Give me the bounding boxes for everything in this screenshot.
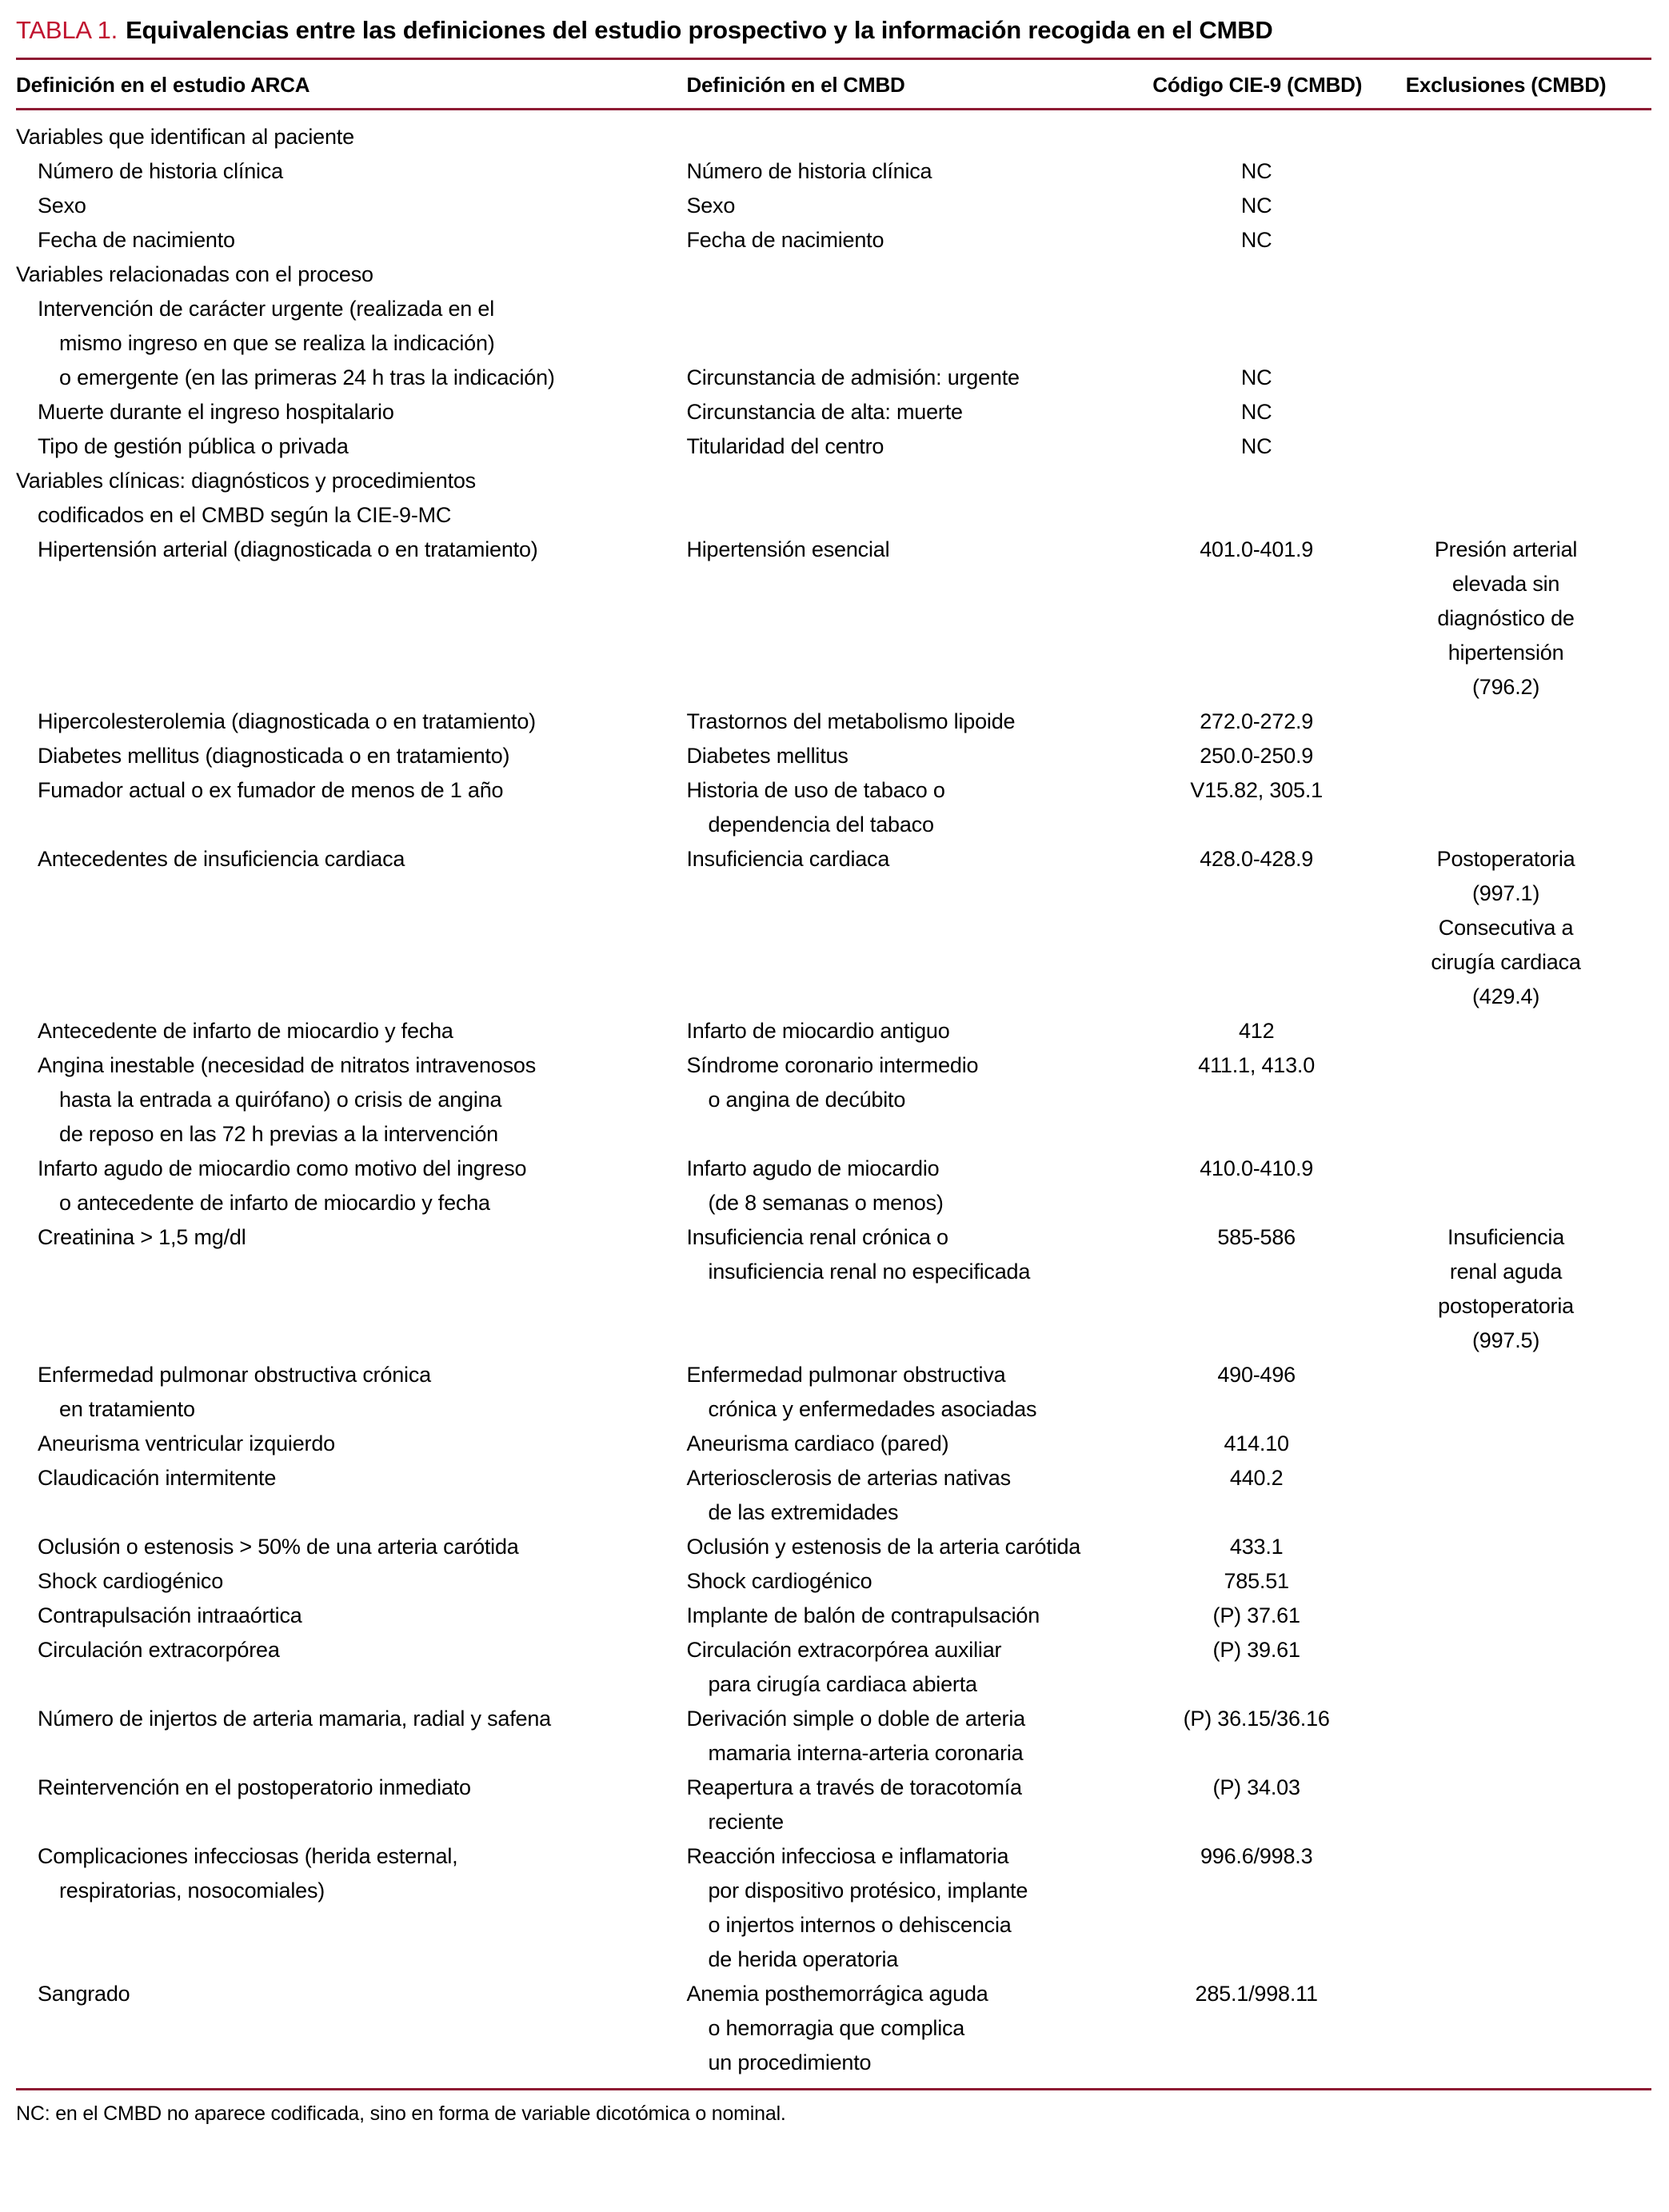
cmbd-definition-cell	[686, 1839, 1152, 1977]
arca-definition-cell	[16, 1599, 686, 1633]
cell-line: Insuficiencia	[1447, 1225, 1565, 1249]
arca-definition-cell	[16, 1702, 686, 1771]
cell-line: de las extremidades	[708, 1500, 899, 1524]
cell-line: Número de injertos de arteria mamaria, radial y safena	[38, 1707, 551, 1731]
cmbd-definition-cell	[686, 1702, 1152, 1771]
column-header-cmbd: Definición en el CMBD	[686, 60, 1152, 110]
exclusions-cell	[1365, 1564, 1651, 1599]
exclusions-cell	[1365, 705, 1651, 739]
cie9-code-value: 285.1/998.11	[1195, 1982, 1318, 2006]
cell-line: dependencia del tabaco	[708, 813, 934, 836]
cie9-code-cell	[1152, 1977, 1365, 2080]
cell-line: Enfermedad pulmonar obstructiva crónica	[38, 1363, 431, 1387]
arca-definition-cell	[16, 258, 686, 292]
table-row	[16, 1427, 1651, 1461]
cie9-code-cell	[1152, 842, 1365, 1014]
cmbd-definition-cell	[686, 842, 1152, 1014]
exclusions-cell	[1365, 1048, 1651, 1152]
exclusions-cell	[1365, 189, 1651, 223]
cell-line: respiratorias, nosocomiales)	[59, 1879, 325, 1903]
cie9-code-cell	[1152, 1048, 1365, 1152]
cell-line: en tratamiento	[59, 1397, 195, 1421]
cell-line: Intervención de carácter urgente (realizada en el	[38, 297, 495, 321]
arca-definition-cell	[16, 110, 686, 155]
cmbd-definition-cell	[686, 1461, 1152, 1530]
cell-line: renal aguda	[1449, 1260, 1563, 1284]
cie9-code-value: (P) 37.61	[1212, 1603, 1300, 1627]
cell-line: crónica y enfermedades asociadas	[708, 1397, 1037, 1421]
cie9-code-cell	[1152, 1427, 1365, 1461]
cie9-code-cell	[1152, 533, 1365, 705]
cell-line: Síndrome coronario intermedio	[686, 1053, 979, 1077]
exclusions-cell	[1365, 1358, 1651, 1427]
cell-line: Creatinina > 1,5 mg/dl	[38, 1225, 246, 1249]
cell-line: Aneurisma ventricular izquierdo	[38, 1431, 335, 1455]
cie9-code-value: 585-586	[1217, 1225, 1296, 1249]
exclusions-cell	[1365, 1427, 1651, 1461]
cell-line: Circulación extracorpórea	[38, 1638, 280, 1662]
cell-line: diagnóstico de	[1437, 606, 1575, 630]
cie9-code-cell	[1152, 1220, 1365, 1358]
cmbd-definition-cell	[686, 1633, 1152, 1702]
cie9-code-value: 414.10	[1224, 1431, 1289, 1455]
arca-definition-cell	[16, 773, 686, 842]
cell-line: codificados en el CMBD según la CIE-9-MC	[38, 503, 452, 527]
cell-line: (796.2)	[1471, 675, 1540, 699]
cmbd-definition-cell	[686, 1427, 1152, 1461]
table-row	[16, 1702, 1651, 1771]
table-row	[16, 223, 1651, 258]
cie9-code-cell	[1152, 1702, 1365, 1771]
cmbd-definition-cell	[686, 1358, 1152, 1427]
cell-line: (de 8 semanas o menos)	[708, 1191, 944, 1215]
exclusions-cell	[1365, 1599, 1651, 1633]
table-row	[16, 1461, 1651, 1530]
cell-line: Angina inestable (necesidad de nitratos intravenosos	[38, 1053, 537, 1077]
cie9-code-value: 433.1	[1229, 1535, 1284, 1559]
arca-definition-cell	[16, 223, 686, 258]
arca-definition-cell	[16, 1152, 686, 1220]
cie9-code-cell	[1152, 395, 1365, 429]
arca-definition-cell	[16, 1839, 686, 1977]
arca-definition-cell	[16, 1358, 686, 1427]
cie9-code-cell	[1152, 189, 1365, 223]
cie9-code-value: (P) 39.61	[1212, 1638, 1300, 1662]
cell-line: Sangrado	[38, 1982, 130, 2006]
cell-line: Hipertensión arterial (diagnosticada o en tratamiento)	[38, 537, 538, 561]
arca-definition-cell	[16, 1014, 686, 1048]
cell-line: Fecha de nacimiento	[38, 228, 235, 252]
cell-line: Insuficiencia renal crónica o	[686, 1225, 948, 1249]
cie9-code-cell	[1152, 1461, 1365, 1530]
table-caption: Equivalencias entre las definiciones del estudio prospectivo y la información recogida en el CMBD	[126, 16, 1273, 44]
cmbd-definition-cell	[686, 1771, 1152, 1839]
cell-line: Número de historia clínica	[686, 159, 932, 183]
cell-line: Sexo	[38, 194, 86, 218]
cmbd-definition-cell	[686, 773, 1152, 842]
cmbd-definition-cell	[686, 1564, 1152, 1599]
cie9-code-value: NC	[1240, 194, 1272, 218]
cell-line: Complicaciones infecciosas (herida esternal,	[38, 1844, 458, 1868]
arca-definition-cell	[16, 464, 686, 533]
cell-line: Circunstancia de alta: muerte	[686, 400, 963, 424]
table-row	[16, 1633, 1651, 1702]
cell-line: Variables que identifican al paciente	[16, 125, 354, 149]
cell-line: Infarto de miocardio antiguo	[686, 1019, 950, 1043]
cell-line: Antecedente de infarto de miocardio y fecha	[38, 1019, 453, 1043]
cie9-code-cell	[1152, 1358, 1365, 1427]
cmbd-definition-cell	[686, 705, 1152, 739]
cell-line: hipertensión	[1447, 641, 1564, 665]
cell-line: Hipercolesterolemia (diagnosticada o en tratamiento)	[38, 709, 536, 733]
cmbd-definition-cell	[686, 1599, 1152, 1633]
cie9-code-cell	[1152, 1014, 1365, 1048]
exclusions-cell	[1365, 154, 1651, 189]
table-number-label: TABLA 1.	[16, 16, 118, 44]
cell-line: Circulación extracorpórea auxiliar	[686, 1638, 1002, 1662]
cie9-code-value: 401.0-401.9	[1200, 537, 1314, 561]
table-title	[16, 14, 1651, 46]
cmbd-definition-cell	[686, 154, 1152, 189]
arca-definition-cell	[16, 1530, 686, 1564]
cell-line: para cirugía cardiaca abierta	[708, 1672, 977, 1696]
cell-line: Contrapulsación intraaórtica	[38, 1603, 302, 1627]
cmbd-definition-cell	[686, 1014, 1152, 1048]
cell-line: Número de historia clínica	[38, 159, 283, 183]
cmbd-definition-cell	[686, 1048, 1152, 1152]
cell-line: Reapertura a través de toracotomía	[686, 1775, 1022, 1799]
column-header-arca: Definición en el estudio ARCA	[16, 60, 686, 110]
cell-line: Variables clínicas: diagnósticos y procedimientos	[16, 469, 476, 493]
table-row	[16, 429, 1651, 464]
exclusions-cell	[1365, 533, 1651, 705]
cie9-code-value: 272.0-272.9	[1200, 709, 1314, 733]
cell-line: hasta la entrada a quirófano) o crisis de angina	[59, 1088, 502, 1112]
cell-line: Antecedentes de insuficiencia cardiaca	[38, 847, 405, 871]
cie9-code-cell	[1152, 292, 1365, 395]
cmbd-definition-cell	[686, 533, 1152, 705]
cie9-code-value: 250.0-250.9	[1200, 744, 1314, 768]
cell-line: Infarto agudo de miocardio como motivo del ingreso	[38, 1156, 527, 1180]
exclusions-cell	[1365, 1530, 1651, 1564]
cie9-code-cell	[1152, 1530, 1365, 1564]
exclusions-cell	[1365, 1771, 1651, 1839]
exclusions-cell	[1365, 842, 1651, 1014]
cell-line: Fumador actual o ex fumador de menos de 1 año	[38, 778, 504, 802]
arca-definition-cell	[16, 189, 686, 223]
table-row	[16, 773, 1651, 842]
cell-line: Titularidad del centro	[686, 434, 884, 458]
arca-definition-cell	[16, 429, 686, 464]
arca-definition-cell	[16, 154, 686, 189]
exclusions-cell	[1365, 773, 1651, 842]
cell-line: Implante de balón de contrapulsación	[686, 1603, 1040, 1627]
exclusions-cell	[1365, 1461, 1651, 1530]
cell-line: cirugía cardiaca	[1431, 950, 1581, 974]
arca-definition-cell	[16, 1564, 686, 1599]
cell-line: Variables relacionadas con el proceso	[16, 262, 373, 286]
arca-definition-cell	[16, 292, 686, 395]
cie9-code-cell	[1152, 1564, 1365, 1599]
cell-line: (997.5)	[1471, 1328, 1540, 1352]
table-row	[16, 154, 1651, 189]
cell-line: Diabetes mellitus	[686, 744, 848, 768]
cell-line: Historia de uso de tabaco o	[686, 778, 945, 802]
arca-definition-cell	[16, 395, 686, 429]
arca-definition-cell	[16, 1461, 686, 1530]
cie9-code-value: NC	[1240, 434, 1272, 458]
cell-line: mamaria interna-arteria coronaria	[708, 1741, 1024, 1765]
cell-line: Aneurisma cardiaco (pared)	[686, 1431, 949, 1455]
cell-line: de reposo en las 72 h previas a la intervención	[59, 1122, 498, 1146]
exclusions-cell	[1365, 258, 1651, 292]
cie9-code-value: 785.51	[1224, 1569, 1289, 1593]
table-row	[16, 1977, 1651, 2080]
exclusions-cell	[1365, 739, 1651, 773]
cie9-code-value: 428.0-428.9	[1200, 847, 1314, 871]
cie9-code-cell	[1152, 1771, 1365, 1839]
arca-definition-cell	[16, 1977, 686, 2080]
cell-line: Postoperatoria	[1436, 847, 1575, 871]
cie9-code-cell	[1152, 464, 1365, 533]
cell-line: postoperatoria	[1438, 1294, 1574, 1318]
cell-line: o antecedente de infarto de miocardio y fecha	[59, 1191, 490, 1215]
table-row	[16, 1771, 1651, 1839]
cie9-code-cell	[1152, 154, 1365, 189]
cmbd-definition-cell	[686, 429, 1152, 464]
cell-line: o angina de decúbito	[708, 1088, 906, 1112]
cmbd-definition-cell	[686, 1220, 1152, 1358]
cell-line: Oclusión o estenosis > 50% de una arteria carótida	[38, 1535, 519, 1559]
cell-line: o hemorragia que complica	[708, 2016, 965, 2040]
cie9-code-value: 490-496	[1217, 1363, 1296, 1387]
cmbd-definition-cell	[686, 110, 1152, 155]
cell-line: Shock cardiogénico	[686, 1569, 872, 1593]
table-row	[16, 395, 1651, 429]
cell-line: elevada sin	[1451, 572, 1560, 596]
cmbd-definition-cell	[686, 292, 1152, 395]
exclusions-cell	[1365, 110, 1651, 155]
cell-line: Arteriosclerosis de arterias nativas	[686, 1466, 1011, 1490]
exclusions-cell	[1365, 395, 1651, 429]
cie9-code-cell	[1152, 773, 1365, 842]
arca-definition-cell	[16, 842, 686, 1014]
cell-line: Insuficiencia cardiaca	[686, 847, 890, 871]
column-header-exclusiones: Exclusiones (CMBD)	[1365, 60, 1651, 110]
exclusions-cell	[1365, 1633, 1651, 1702]
cell-line: Fecha de nacimiento	[686, 228, 884, 252]
table-row	[16, 189, 1651, 223]
table-row	[16, 533, 1651, 705]
exclusions-cell	[1365, 1839, 1651, 1977]
header-row	[16, 60, 1651, 110]
cie9-code-value: 440.2	[1229, 1466, 1284, 1490]
arca-definition-cell	[16, 739, 686, 773]
cell-line: o injertos internos o dehiscencia	[708, 1913, 1012, 1937]
cie9-code-cell	[1152, 429, 1365, 464]
table-row	[16, 1530, 1651, 1564]
column-header-codigo: Código CIE-9 (CMBD)	[1152, 60, 1365, 110]
cell-line: (429.4)	[1471, 984, 1540, 1008]
table-row	[16, 1152, 1651, 1220]
cell-line: un procedimiento	[708, 2050, 872, 2074]
table-row	[16, 1048, 1651, 1152]
cie9-code-value: 412	[1238, 1019, 1275, 1043]
cmbd-definition-cell	[686, 395, 1152, 429]
cie9-code-value: (P) 34.03	[1212, 1775, 1300, 1799]
cie9-code-cell	[1152, 1633, 1365, 1702]
table-row	[16, 1358, 1651, 1427]
cell-line: de herida operatoria	[708, 1947, 899, 1971]
arca-definition-cell	[16, 1633, 686, 1702]
arca-definition-cell	[16, 1427, 686, 1461]
cell-line: por dispositivo protésico, implante	[708, 1879, 1028, 1903]
arca-definition-cell	[16, 705, 686, 739]
cie9-code-value: V15.82, 305.1	[1190, 778, 1323, 802]
exclusions-cell	[1365, 1220, 1651, 1358]
arca-definition-cell	[16, 533, 686, 705]
exclusions-cell	[1365, 1152, 1651, 1220]
cie9-code-cell	[1152, 1599, 1365, 1633]
cell-line: insuficiencia renal no especificada	[708, 1260, 1031, 1284]
cell-line: Anemia posthemorrágica aguda	[686, 1982, 988, 2006]
cie9-code-cell	[1152, 1152, 1365, 1220]
cie9-code-cell	[1152, 705, 1365, 739]
exclusions-cell	[1365, 223, 1651, 258]
arca-definition-cell	[16, 1771, 686, 1839]
cell-line: Sexo	[686, 194, 736, 218]
cie9-code-value: 411.1, 413.0	[1198, 1053, 1316, 1077]
cie9-code-value: NC	[1240, 228, 1272, 252]
cell-line: mismo ingreso en que se realiza la indicación)	[59, 331, 495, 355]
cell-line: Infarto agudo de miocardio	[686, 1156, 940, 1180]
exclusions-cell	[1365, 292, 1651, 395]
exclusions-cell	[1365, 464, 1651, 533]
footnote: NC: en el CMBD no aparece codificada, sino en forma de variable dicotómica o nominal.	[16, 2102, 786, 2125]
cmbd-definition-cell	[686, 739, 1152, 773]
equivalences-table	[16, 60, 1651, 2080]
cell-line: Shock cardiogénico	[38, 1569, 224, 1593]
cell-line: Claudicación intermitente	[38, 1466, 277, 1490]
cmbd-definition-cell	[686, 464, 1152, 533]
cie9-code-value: 996.6/998.3	[1200, 1844, 1313, 1868]
section-row	[16, 464, 1651, 533]
table-row	[16, 1564, 1651, 1599]
cell-line: Reintervención en el postoperatorio inmediato	[38, 1775, 471, 1799]
cell-line: reciente	[708, 1810, 784, 1834]
cie9-code-value: 410.0-410.9	[1200, 1156, 1314, 1180]
cie9-code-cell	[1152, 1839, 1365, 1977]
arca-definition-cell	[16, 1220, 686, 1358]
cie9-code-cell	[1152, 258, 1365, 292]
table-row	[16, 1839, 1651, 1977]
cie9-code-value: (P) 36.15/36.16	[1183, 1707, 1330, 1731]
cmbd-definition-cell	[686, 189, 1152, 223]
cell-line: Diabetes mellitus (diagnosticada o en tratamiento)	[38, 744, 510, 768]
cmbd-definition-cell	[686, 1530, 1152, 1564]
cie9-code-value: NC	[1240, 159, 1272, 183]
table-row	[16, 1220, 1651, 1358]
cell-line: Trastornos del metabolismo lipoide	[686, 709, 1016, 733]
cell-line: (997.1)	[1471, 881, 1540, 905]
table-row	[16, 292, 1651, 395]
cie9-code-value: NC	[1240, 365, 1272, 389]
cie9-code-cell	[1152, 110, 1365, 155]
section-row	[16, 258, 1651, 292]
cell-line: Reacción infecciosa e inflamatoria	[686, 1844, 1009, 1868]
cell-line: Circunstancia de admisión: urgente	[686, 365, 1020, 389]
exclusions-cell	[1365, 429, 1651, 464]
cmbd-definition-cell	[686, 1977, 1152, 2080]
cell-line: Hipertensión esencial	[686, 537, 890, 561]
cell-line: Tipo de gestión pública o privada	[38, 434, 349, 458]
cmbd-definition-cell	[686, 223, 1152, 258]
cie9-code-value: NC	[1240, 400, 1272, 424]
cmbd-definition-cell	[686, 258, 1152, 292]
arca-definition-cell	[16, 1048, 686, 1152]
table-row	[16, 739, 1651, 773]
cie9-code-cell	[1152, 739, 1365, 773]
table-body	[16, 110, 1651, 2081]
exclusions-cell	[1365, 1014, 1651, 1048]
cell-line: Enfermedad pulmonar obstructiva	[686, 1363, 1006, 1387]
table-row	[16, 842, 1651, 1014]
cell-line: Consecutiva a	[1438, 916, 1574, 940]
cell-line: Derivación simple o doble de arteria	[686, 1707, 1025, 1731]
cmbd-definition-cell	[686, 1152, 1152, 1220]
exclusions-cell	[1365, 1977, 1651, 2080]
cell-line: Muerte durante el ingreso hospitalario	[38, 400, 394, 424]
table-row	[16, 1014, 1651, 1048]
table-row	[16, 1599, 1651, 1633]
cell-line: Presión arterial	[1434, 537, 1578, 561]
table-row	[16, 705, 1651, 739]
section-row	[16, 110, 1651, 155]
exclusions-cell	[1365, 1702, 1651, 1771]
cell-line: o emergente (en las primeras 24 h tras la indicación)	[59, 365, 555, 389]
cie9-code-cell	[1152, 223, 1365, 258]
cell-line: Oclusión y estenosis de la arteria carótida	[686, 1535, 1081, 1559]
